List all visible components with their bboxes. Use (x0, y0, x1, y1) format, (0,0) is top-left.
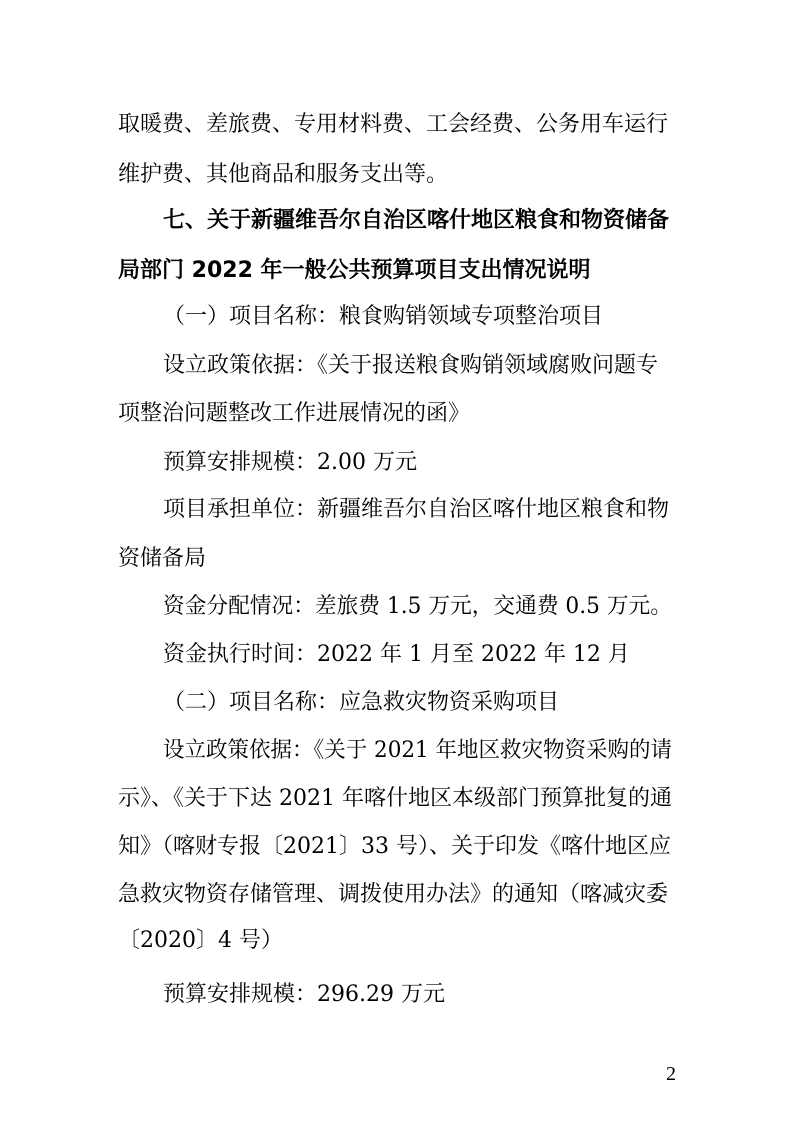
body-line: 资储备局 (118, 546, 207, 571)
body-line: 预算安排规模：2.00 万元 (163, 450, 417, 475)
body-line: 项整治问题整改工作进展情况的函》 (118, 401, 471, 426)
section-heading: 七、关于新疆维吾尔自治区喀什地区粮食和物资储备 (163, 208, 670, 233)
subheading: （一）项目名称：粮食购销领域专项整治项目 (163, 304, 604, 329)
body-line: 资金执行时间：2022 年 1 月至 2022 年 12 月 (163, 642, 630, 667)
body-line: 维护费、其他商品和服务支出等。 (118, 162, 449, 187)
body-line: 项目承担单位：新疆维吾尔自治区喀什地区粮食和物 (163, 497, 670, 522)
body-line: 预算安排规模：296.29 万元 (163, 982, 445, 1007)
section-heading: 局部门 2022 年一般公共预算项目支出情况说明 (118, 258, 591, 283)
body-line: 取暖费、差旅费、专用材料费、工会经费、公务用车运行 (118, 112, 669, 137)
body-line: 〔2020〕4 号） (118, 928, 283, 953)
page-number: 2 (666, 1063, 676, 1085)
body-line: 资金分配情况：差旅费 1.5 万元，交通费 0.5 万元。 (163, 594, 672, 619)
body-line: 设立政策依据：《关于 2021 年地区救灾物资采购的请 (163, 738, 673, 763)
body-line: 知》（喀财专报〔2021〕33 号）、关于印发《喀什地区应 (118, 834, 671, 859)
subheading: （二）项目名称：应急救灾物资采购项目 (163, 690, 560, 715)
body-line: 示》、《关于下达 2021 年喀什地区本级部门预算批复的通 (118, 786, 672, 811)
body-line: 设立政策依据：《关于报送粮食购销领域腐败问题专 (163, 353, 659, 378)
body-line: 急救灾物资存储管理、调拨使用办法》的通知（喀减灾委 (118, 882, 669, 907)
